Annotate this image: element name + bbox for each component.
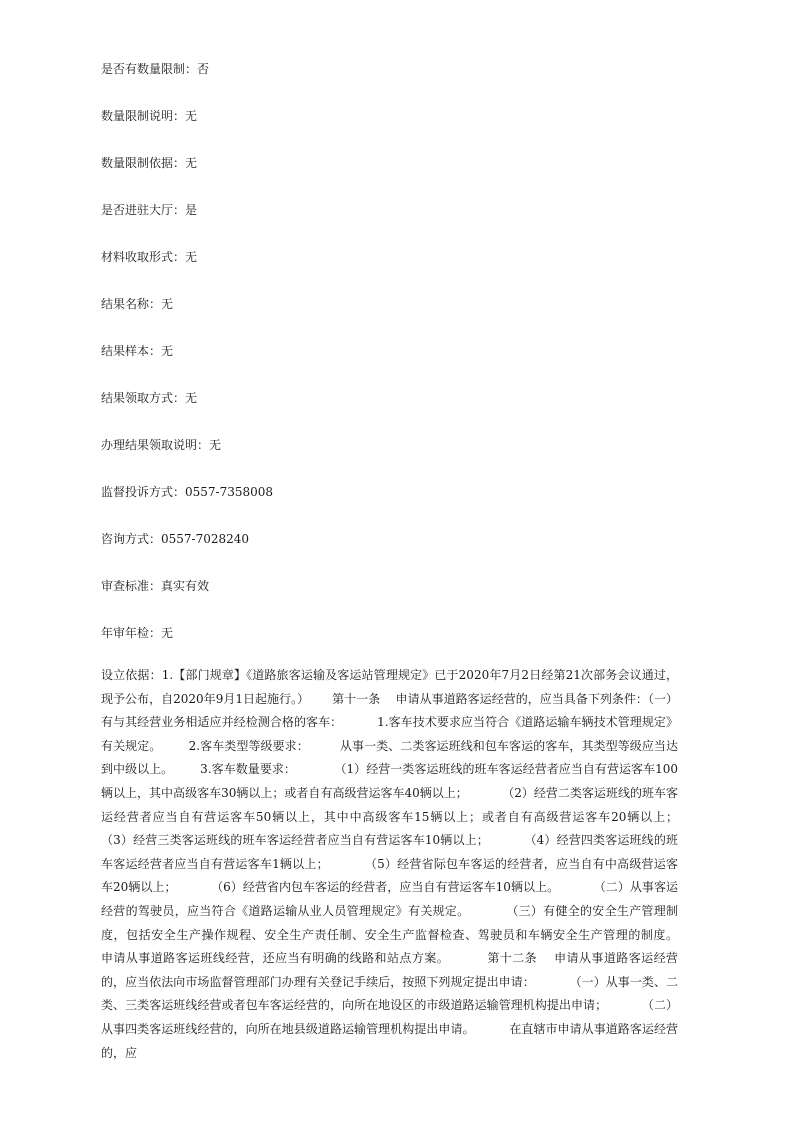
field-value: 是 [185, 203, 198, 217]
field-consult-contact [101, 531, 249, 547]
field-complaint-contact [101, 484, 273, 500]
field-quantity-limit [101, 61, 209, 77]
field-label: 年审年检： [101, 626, 162, 640]
field-label: 咨询方式： [101, 532, 162, 546]
field-value: 无 [161, 344, 174, 358]
field-value: 无 [209, 438, 222, 452]
field-value: 真实有效 [161, 579, 210, 593]
field-label: 监督投诉方式： [101, 485, 186, 499]
field-annual-inspection [101, 625, 173, 641]
field-label: 办理结果领取说明： [101, 438, 210, 452]
field-label: 结果样本： [101, 344, 162, 358]
field-result-pickup-note [101, 437, 221, 453]
field-label: 审查标准： [101, 579, 162, 593]
field-label: 材料收取形式： [101, 250, 186, 264]
field-result-sample [101, 343, 173, 359]
field-value: 无 [185, 250, 198, 264]
field-value: 无 [185, 391, 198, 405]
field-in-hall [101, 202, 197, 218]
field-review-standard [101, 578, 209, 594]
field-label: 数量限制依据： [101, 156, 186, 170]
field-result-name [101, 296, 173, 312]
field-quantity-limit-basis [101, 155, 197, 171]
field-value: 0557-7028240 [161, 532, 250, 546]
field-label: 结果领取方式： [101, 391, 186, 405]
field-result-pickup-method [101, 390, 197, 406]
field-value: 0557-7358008 [185, 485, 274, 499]
field-label: 数量限制说明： [101, 109, 186, 123]
field-value: 否 [197, 62, 210, 76]
field-value: 无 [161, 626, 174, 640]
field-quantity-limit-note [101, 108, 197, 124]
field-label: 是否进驻大厅： [101, 203, 186, 217]
establishment-basis-paragraph: 设立依据：1.【部门规章】《道路旅客运输及客运站管理规定》已于2020年7月2日经第21次部务会议通过，现予公布，自2020年9月1日起施行。） 第十一条 申请从事道路客运经营的，应当具备下列条件：（一）有与其经营业务相适应并经检测合格的客车： 1.客车技术要求应当符合《道路运输车辆技术管理规定》有关规定。 2.客车类型等级要求： 从事一类、二类客运班线和包车客运的客车，其类型等级应当达到中级以上。 3.客车数量要求： （1）经营一类客运班线的班车客运经营者应当自有营运客车100辆以上，其中高级客车30辆以上；或者自有高级营运客车40辆以上； （2）经营二类客运班线的班车客运经营者应当自有营运客车50辆以上，其中中高级客车15辆以上；或者自有高级营运客车20辆以上； （3）经营三类客运班线的班车客运经营者应当自有营运客车10辆以上； （4）经营四类客运班线的班车客运经营者应当自有营运客车1辆以上； （5）经营省际包车客运的经营者，应当自有中高级营运客车20辆以上； （6）经营省内包车客运的经营者，应当自有营运客车10辆以上。 （二）从事客运经营的驾驶员，应当符合《道路运输从业人员管理规定》有关规定。 （三）有健全的安全生产管理制度，包括安全生产操作规程、安全生产责任制、安全生产监督检查、驾驶员和车辆安全生产管理的制度。 申请从事道路客运班线经营，还应当有明确的线路和站点方案。 第十二条 申请从事道路客运经营的，应当依法向市场监督管理部门办理有关登记手续后，按照下列规定提出申请： （一）从事一类、二类、三类客运班线经营或者包车客运经营的，向所在地设区的市级道路运输管理机构提出申请； （二）从事四类客运班线经营的，向所在地县级道路运输管理机构提出申请。 在直辖市申请从事道路客运经营的，应 [101, 668, 713, 1060]
field-label: 结果名称： [101, 297, 162, 311]
field-value: 无 [185, 109, 198, 123]
field-label: 是否有数量限制： [101, 62, 198, 76]
field-material-form [101, 249, 197, 265]
field-value: 无 [161, 297, 174, 311]
field-value: 无 [185, 156, 198, 170]
